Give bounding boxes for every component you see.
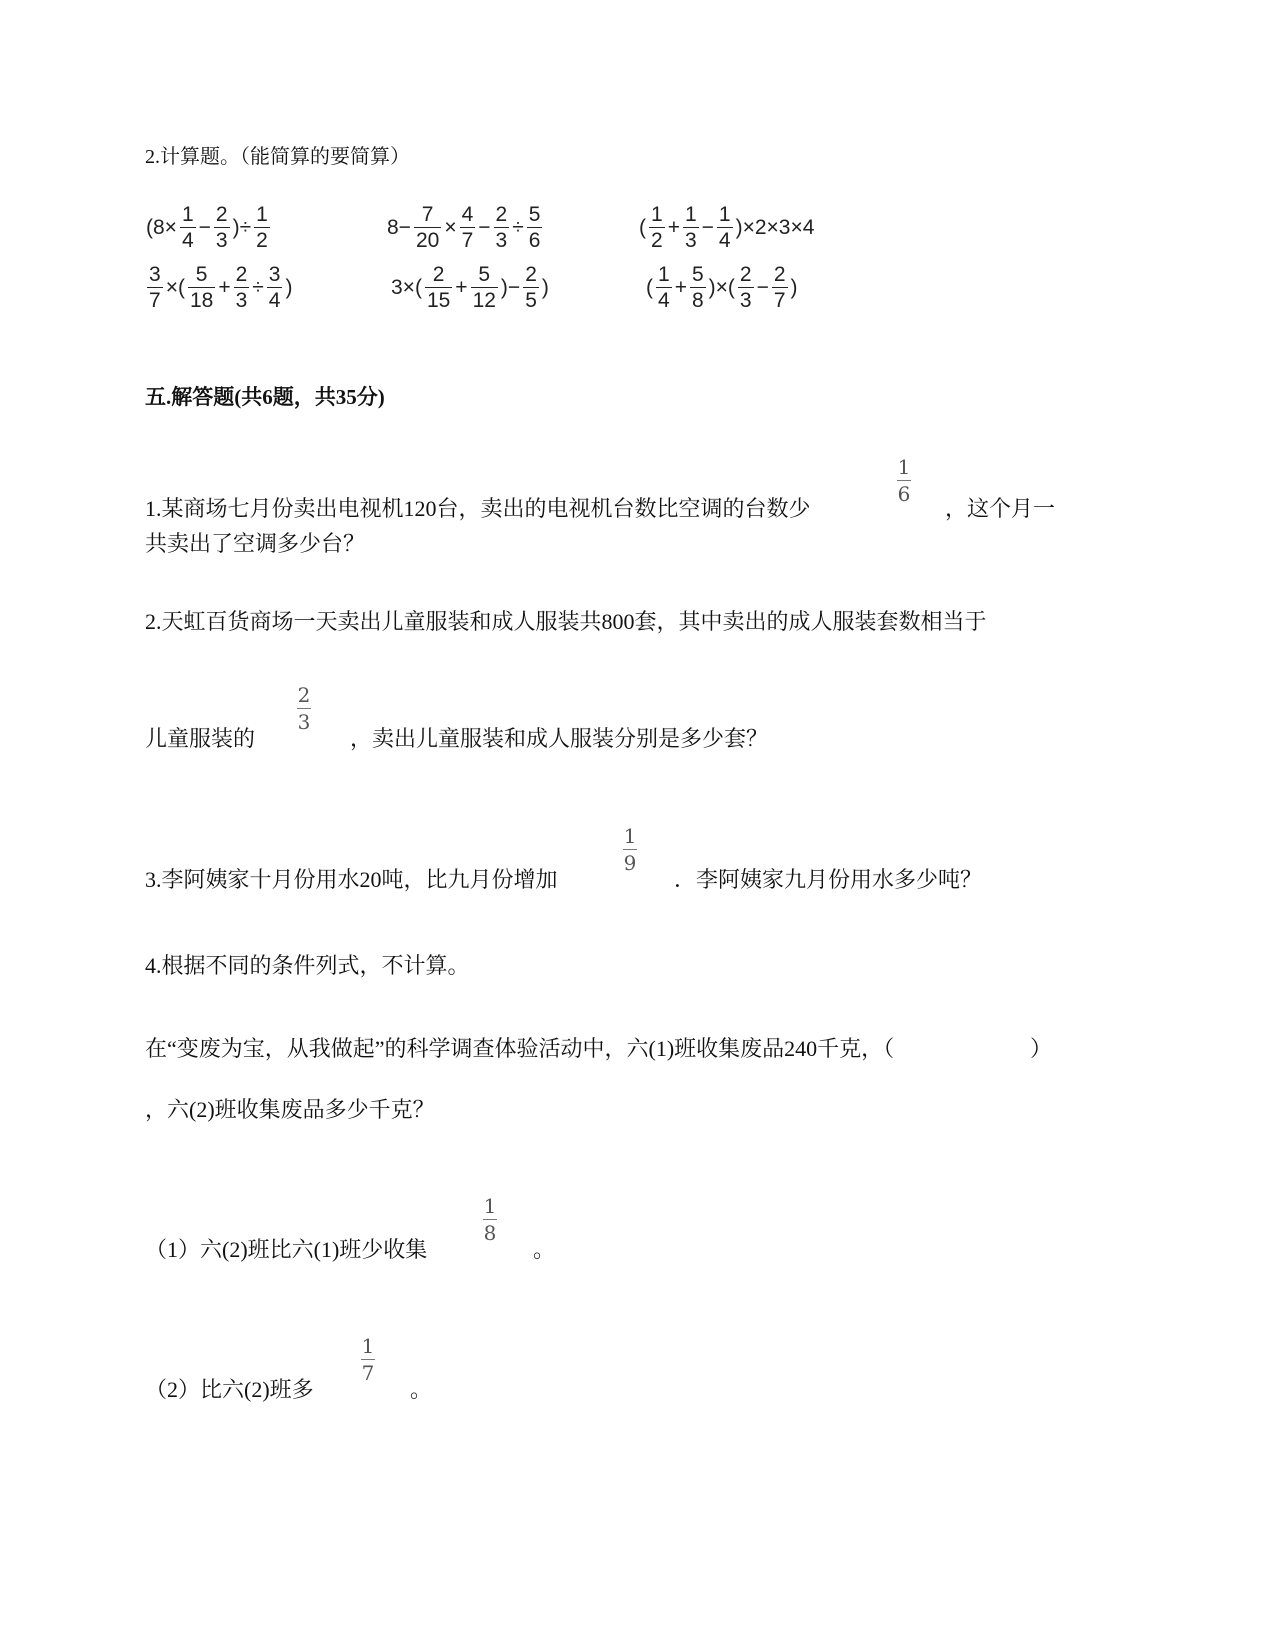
fraction	[690, 262, 706, 313]
calc-expression-2	[386, 202, 544, 253]
q4-sub1-fraction	[483, 1195, 497, 1244]
q4-sub2-fraction	[361, 1335, 375, 1384]
fraction-denominator: 7	[773, 289, 786, 312]
fraction-numerator: 5	[691, 263, 704, 286]
q4-blank-close-paren: ）	[1030, 1036, 1053, 1061]
section-five-heading: 五.解答题(共6题，共35分)	[145, 385, 385, 409]
expression-operator: −	[478, 215, 491, 239]
expression-operator: )	[790, 275, 798, 299]
q2-fraction-denominator: 3	[297, 710, 311, 734]
q4-sub2-fraction-bar	[361, 1359, 375, 1360]
fraction-denominator: 8	[691, 289, 704, 312]
fraction-numerator: 3	[149, 263, 161, 286]
fraction	[717, 202, 733, 253]
fraction	[234, 262, 250, 313]
expression-operator: (	[639, 215, 646, 239]
fraction-denominator: 3	[739, 289, 752, 312]
q1-line2-text: 共卖出了空调多少台？	[145, 531, 366, 556]
fraction-numerator: 2	[773, 263, 786, 286]
q2-fraction	[297, 684, 311, 733]
fraction-denominator: 4	[181, 229, 194, 252]
fraction-denominator: 4	[268, 289, 281, 312]
expression-operator: +	[667, 215, 680, 239]
q1-fraction-bar	[897, 480, 911, 481]
fraction	[460, 202, 476, 253]
fraction-numerator: 5	[478, 263, 491, 286]
calc-expression-5	[390, 262, 550, 313]
q1-fraction-denominator: 6	[897, 482, 911, 506]
expression-operator: ÷	[252, 275, 264, 299]
q4-sub1-fraction-bar	[483, 1219, 497, 1220]
fraction-numerator: 2	[525, 263, 537, 286]
expression-operator: )	[541, 275, 549, 299]
fraction-denominator: 3	[684, 229, 697, 252]
q2-line2-text: 儿童服装的	[145, 726, 256, 751]
q4-sub2-fraction-numerator: 1	[361, 1334, 375, 1358]
q1-fraction	[897, 456, 911, 505]
fraction-denominator: 3	[215, 229, 228, 252]
q4-line1-text: 在“变废为宝，从我做起”的科学调查体验活动中，六(1)班收集废品240千克，（	[145, 1036, 895, 1061]
fraction	[494, 202, 510, 253]
q4-sub1-fraction-denominator: 8	[483, 1221, 497, 1245]
fraction-denominator: 4	[658, 289, 670, 312]
q4-title: 4.根据不同的条件列式，不计算。	[145, 953, 470, 978]
q4-sub1-end: 。	[533, 1237, 556, 1262]
fraction-denominator: 2	[256, 229, 268, 252]
calc-section-title: 2.计算题。（能简算的要简算）	[145, 146, 410, 168]
fraction-numerator: 1	[718, 203, 731, 226]
q4-sub2-text: （2）比六(2)班多	[145, 1377, 314, 1402]
expression-operator: )×2×3×4	[735, 215, 815, 239]
q3-fraction-bar	[623, 849, 637, 850]
fraction	[214, 202, 230, 253]
fraction-denominator: 7	[149, 289, 161, 312]
fraction	[738, 262, 754, 313]
calc-expression-6	[645, 262, 799, 313]
expression-operator: )−	[500, 275, 521, 299]
fraction-denominator: 5	[525, 289, 537, 312]
fraction-numerator: 4	[461, 203, 474, 226]
fraction-denominator: 12	[472, 289, 496, 312]
q3-line1-continuation: ．李阿姨家九月份用水多少吨？	[674, 867, 983, 892]
fraction	[527, 202, 543, 253]
q2-line1-text: 2.天虹百货商场一天卖出儿童服装和成人服装共800套，其中卖出的成人服装套数相当于	[145, 609, 987, 634]
fraction-numerator: 2	[215, 203, 228, 226]
q4-sub1-fraction-numerator: 1	[483, 1194, 497, 1218]
expression-operator: ×	[444, 215, 457, 239]
fraction	[683, 202, 699, 253]
fraction-numerator: 1	[658, 263, 670, 286]
expression-operator: 3×(	[391, 275, 422, 299]
fraction-numerator: 3	[268, 263, 281, 286]
fraction	[471, 262, 498, 313]
fraction-numerator: 1	[181, 203, 194, 226]
fraction-denominator: 4	[718, 229, 731, 252]
expression-operator: +	[674, 275, 687, 299]
expression-operator: )×(	[708, 275, 735, 299]
fraction	[147, 262, 163, 313]
expression-operator: +	[218, 275, 231, 299]
fraction-numerator: 1	[651, 203, 663, 226]
q4-sub1-text: （1）六(2)班比六(1)班少收集	[145, 1237, 428, 1262]
expression-operator: (8×	[146, 215, 177, 239]
expression-operator: +	[455, 275, 468, 299]
q2-fraction-bar	[297, 708, 311, 709]
expression-operator: ÷	[512, 215, 524, 239]
q1-line1-text: 1.某商场七月份卖出电视机120台，卖出的电视机台数比空调的台数少	[145, 496, 811, 521]
fraction	[188, 262, 215, 313]
q3-fraction-denominator: 9	[623, 851, 637, 875]
fraction	[180, 202, 196, 253]
expression-operator: 8−	[387, 215, 411, 239]
q4-sub2-fraction-denominator: 7	[361, 1361, 375, 1385]
expression-operator: −	[756, 275, 769, 299]
fraction-denominator: 15	[426, 289, 451, 312]
fraction-denominator: 18	[189, 289, 214, 312]
fraction	[772, 262, 788, 313]
fraction-denominator: 3	[495, 229, 508, 252]
calc-expression-4	[145, 262, 293, 313]
fraction	[656, 262, 672, 313]
q1-fraction-numerator: 1	[897, 455, 911, 479]
fraction-numerator: 2	[739, 263, 752, 286]
q1-line1-continuation: ，这个月一	[945, 496, 1056, 521]
calc-expression-3	[638, 202, 815, 253]
fraction	[649, 202, 665, 253]
expression-operator: (	[646, 275, 653, 299]
fraction-numerator: 1	[684, 203, 697, 226]
fraction-numerator: 5	[528, 203, 541, 226]
q3-fraction	[623, 825, 637, 874]
fraction-denominator: 2	[651, 229, 663, 252]
q3-line1-text: 3.李阿姨家十月份用水20吨，比九月份增加	[145, 867, 558, 892]
expression-operator: −	[198, 215, 211, 239]
fraction	[414, 202, 441, 253]
fraction-denominator: 7	[461, 229, 474, 252]
fraction-denominator: 6	[528, 229, 541, 252]
calc-expression-1	[145, 202, 272, 253]
expression-operator: −	[701, 215, 714, 239]
expression-operator: ×(	[165, 275, 185, 299]
q4-line2-text: ，六(2)班收集废品多少千克？	[145, 1097, 435, 1122]
fraction-numerator: 2	[235, 263, 248, 286]
q4-sub2-end: 。	[410, 1377, 433, 1402]
q2-line2-continuation: ，卖出儿童服装和成人服装分别是多少套？	[350, 726, 769, 751]
expression-operator: )	[285, 275, 293, 299]
fraction-numerator: 5	[195, 263, 208, 286]
fraction-numerator: 2	[495, 203, 508, 226]
q3-fraction-numerator: 1	[623, 824, 637, 848]
fraction-numerator: 7	[421, 203, 434, 226]
fraction	[254, 202, 270, 253]
fraction-numerator: 1	[256, 203, 268, 226]
fraction	[267, 262, 283, 313]
q2-fraction-numerator: 2	[297, 683, 311, 707]
fraction	[523, 262, 539, 313]
expression-operator: )÷	[232, 215, 252, 239]
fraction-denominator: 3	[235, 289, 248, 312]
fraction-numerator: 2	[432, 263, 445, 286]
fraction-denominator: 20	[415, 229, 440, 252]
fraction	[425, 262, 452, 313]
